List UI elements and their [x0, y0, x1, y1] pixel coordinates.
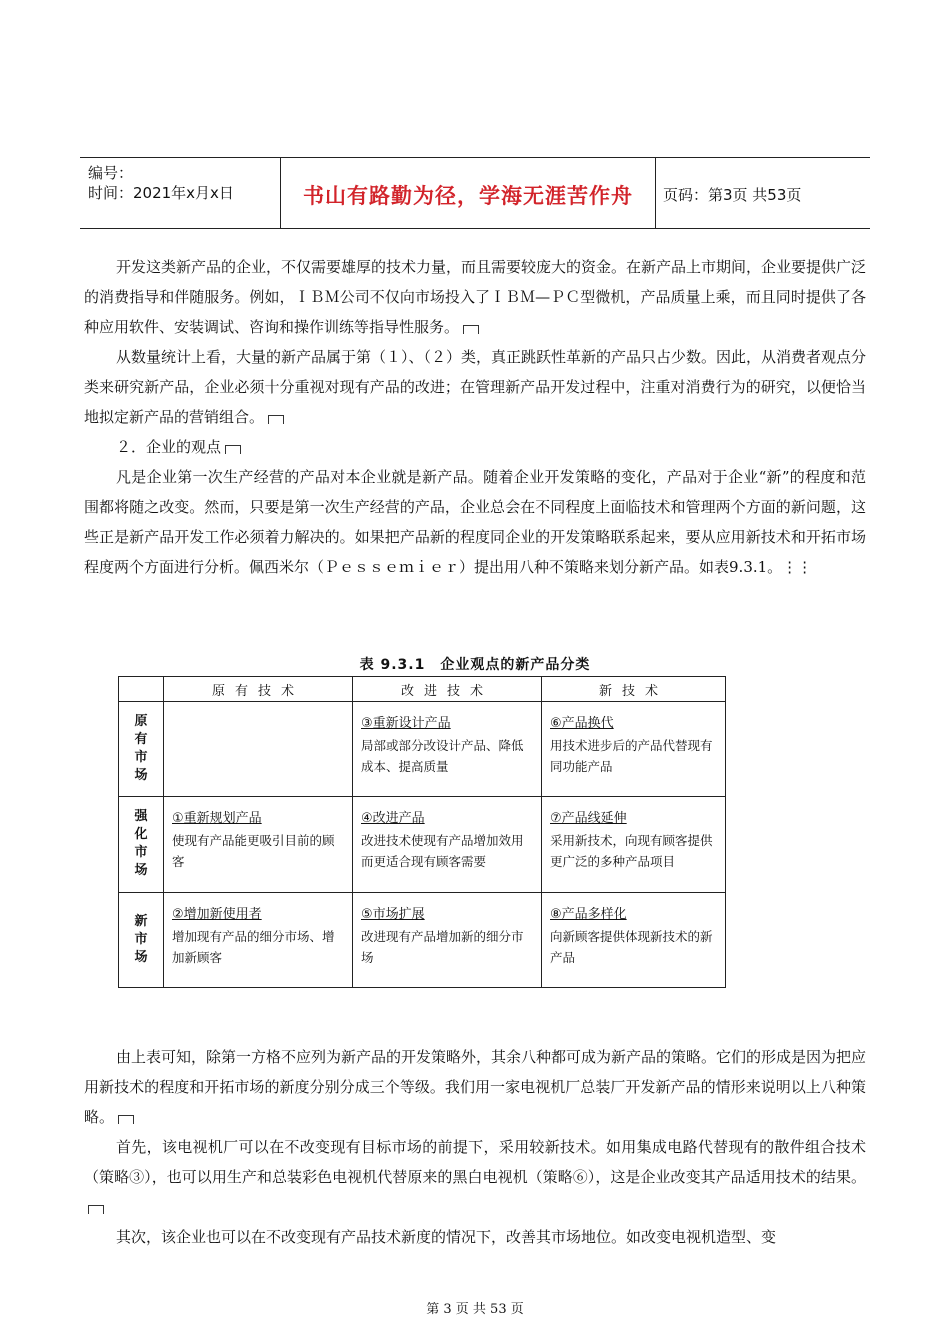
row-header-text: 强化市场	[134, 809, 148, 879]
header-motto-cell	[280, 158, 656, 228]
paragraph-5	[84, 1042, 866, 1132]
paragraph-mark	[225, 445, 241, 454]
table-cell	[164, 892, 353, 987]
cell-title: ④改进产品	[361, 811, 425, 827]
header-meta-cell	[80, 158, 280, 228]
cell-desc: 用技术进步后的产品代替现有同功能产品	[550, 738, 713, 774]
paragraph-2-text: 从数量统计上看，大量的新产品属于第（１）、（２）类，真正跳跃性革新的产品只占少数。因此，从消费者观点分类来研究新产品，企业必须十分重视对现有产品的改进；在管理新产品开发过程中，注重对消费行为的研究，以便恰当地拟定新产品的营销组合。	[84, 348, 867, 426]
cell-title: ⑥产品换代	[550, 716, 614, 731]
document-header	[80, 157, 870, 229]
table-cell	[542, 797, 726, 892]
page-footer: 第 3 页 共 53 页	[426, 1302, 524, 1317]
classification-table	[118, 676, 726, 988]
corner-cell	[119, 677, 164, 702]
cell-title: ③重新设计产品	[361, 716, 451, 731]
cell-title: ②增加新使用者	[172, 906, 262, 922]
row-header-text: 原有市场	[134, 714, 148, 784]
time-label: 时间：2021年x月x日	[88, 184, 234, 202]
paragraph-mark	[268, 415, 284, 424]
section-heading-text: ２．企业的观点	[116, 438, 222, 456]
table-header-row	[119, 677, 726, 702]
table-row	[119, 892, 726, 987]
header-page-cell	[655, 158, 870, 228]
cell-desc: 改进技术使现有产品增加效用而更适合现有顾客需要	[361, 833, 524, 870]
cell-desc: 局部或部分改设计产品、降低成本、提高质量	[361, 738, 524, 774]
cell-desc: 改进现有产品增加新的细分市场	[361, 928, 524, 965]
cell-desc: 增加现有产品的细分市场、增加新顾客	[172, 928, 335, 965]
paragraph-1-text: 开发这类新产品的企业，不仅需要雄厚的技术力量，而且需要较庞大的资金。在新产品上市期间，企业要提供广泛的消费指导和伴随服务。例如，ＩＢＭ公司不仅向市场投入了ＩＢＭ—ＰＣ型微机，产品质量上乘，而且同时提供了各种应用软件、安装调试、咨询和操作训练等指导性服务。	[84, 258, 867, 336]
table-cell	[542, 892, 726, 987]
row-header	[119, 892, 164, 987]
table-cell	[542, 702, 726, 797]
table-cell	[353, 892, 542, 987]
page-info: 页码：第3页 共53页	[663, 186, 802, 204]
table-title: 表 9.3.1 企业观点的新产品分类	[359, 657, 591, 673]
paragraph-6	[84, 1132, 866, 1222]
cell-desc: 采用新技术，向现有顾客提供更广泛的多种产品项目	[550, 833, 713, 870]
row-header-text: 新市场	[134, 913, 148, 965]
number-label: 编号：	[88, 164, 134, 182]
table-cell	[353, 797, 542, 892]
paragraph-1	[84, 252, 866, 342]
cell-title: ⑦产品线延伸	[550, 811, 627, 827]
cell-title: ⑧产品多样化	[550, 906, 627, 922]
paragraph-4: 凡是企业第一次生产经营的产品对本企业就是新产品。随着企业开发策略的变化，产品对于企业“新”的程度和范围都将随之改变。然而，只要是第一次生产经营的产品，企业总会在不同程度上面临技术和管理两个方面的新问题，这些正是新产品开发工作必须着力解决的。如果把产品新的程度同企业的开发策略联系起来，要从应用新技术和开拓市场程度两个方面进行分析。佩西米尔（Ｐｅｓｓｅｍｉｅｒ）提出用八种不策略来划分新产品。如表9.3.1。⋮⋮	[84, 468, 866, 576]
col-header: 原有技术	[164, 677, 353, 702]
cell-desc: 使现有产品能更吸引目前的顾客	[172, 833, 335, 870]
table-cell	[353, 702, 542, 797]
paragraph-7: 其次，该企业也可以在不改变现有产品技术新度的情况下，改善其市场地位。如改变电视机造型、变	[116, 1228, 777, 1246]
paragraph-mark	[118, 1115, 134, 1124]
section-heading	[84, 432, 866, 462]
table-row	[119, 702, 726, 797]
paragraph-mark	[463, 325, 479, 334]
row-header	[119, 702, 164, 797]
motto: 书山有路勤为径，学海无涯苦作舟	[303, 184, 633, 208]
cell-title: ①重新规划产品	[172, 811, 262, 827]
table-cell	[164, 702, 353, 797]
table-cell	[164, 797, 353, 892]
cell-title: ⑤市场扩展	[361, 906, 425, 922]
table-row	[119, 797, 726, 892]
paragraph-mark	[88, 1205, 104, 1214]
paragraph-2	[84, 342, 866, 432]
cell-desc: 向新顾客提供体现新技术的新产品	[550, 928, 713, 965]
row-header	[119, 797, 164, 892]
col-header: 新技术	[542, 677, 726, 702]
paragraph-6-text: 首先，该电视机厂可以在不改变现有目标市场的前提下，采用较新技术。如用集成电路代替现有的散件组合技术（策略③），也可以用生产和总装彩色电视机代替原来的黑白电视机（策略⑥），这是企业改变其产品适用技术的结果。	[84, 1138, 866, 1186]
paragraph-5-text: 由上表可知，除第一方格不应列为新产品的开发策略外，其余八种都可成为新产品的策略。它们的形成是因为把应用新技术的程度和开拓市场的新度分别分成三个等级。我们用一家电视机厂总装厂开发新产品的情形来说明以上八种策略。	[84, 1048, 867, 1126]
col-header: 改进技术	[353, 677, 542, 702]
